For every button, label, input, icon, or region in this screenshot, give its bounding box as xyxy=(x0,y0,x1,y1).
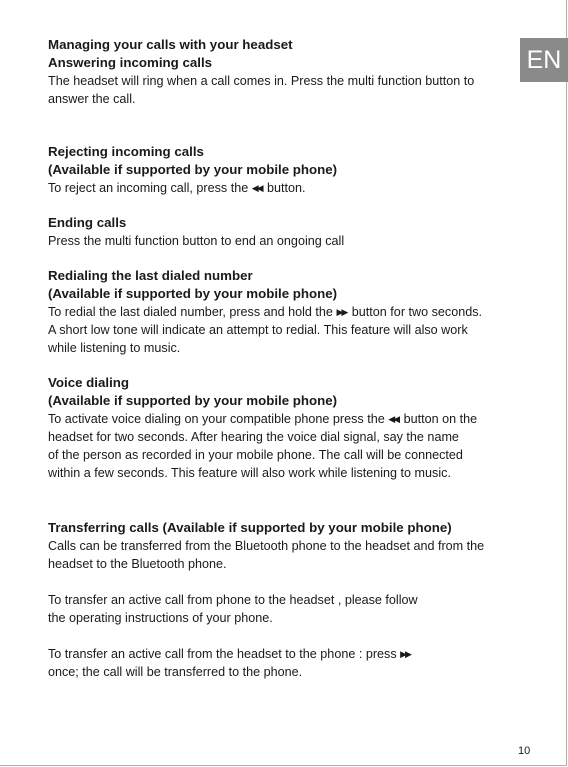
redialing-text-after: button for two seconds. xyxy=(351,305,483,319)
rejecting-subheading: (Available if supported by your mobile phone) xyxy=(48,162,338,177)
answering-heading: Answering incoming calls xyxy=(48,55,213,70)
fast-forward-icon: ▶▶ xyxy=(400,649,410,659)
voice-text-after: button on the xyxy=(403,412,478,426)
transfer-headset-line-1: To transfer an active call from phone to the headset , please follow xyxy=(48,593,418,607)
voice-line-1 xyxy=(48,410,528,428)
fast-forward-icon: ▶▶ xyxy=(336,307,347,317)
rejecting-text-before: To reject an incoming call, press the xyxy=(48,181,249,195)
rejecting-line-1 xyxy=(48,179,528,197)
ending-heading: Ending calls xyxy=(48,215,127,230)
transfer-phone-line-2: once; the call will be transferred to the phone. xyxy=(48,665,303,679)
transfer-phone-line-1 xyxy=(48,645,528,663)
voice-line-4: within a few seconds. This feature will also work while listening to music. xyxy=(48,466,451,480)
ending-line-1: Press the multi function button to end an ongoing call xyxy=(48,234,345,248)
voice-line-3: of the person as recorded in your mobile phone. The call will be connected xyxy=(48,448,463,462)
transferring-line-1: Calls can be transferred from the Bluetooth phone to the headset and from the xyxy=(48,539,485,553)
voice-text-before: To activate voice dialing on your compatible phone press the xyxy=(48,412,385,426)
redialing-line-3: while listening to music. xyxy=(48,341,181,355)
section-transfer-to-headset xyxy=(48,591,528,627)
voice-line-2: headset for two seconds. After hearing the voice dial signal, say the name xyxy=(48,430,459,444)
redialing-line-1 xyxy=(48,303,528,321)
voice-subheading: (Available if supported by your mobile phone) xyxy=(48,393,338,408)
rejecting-heading: Rejecting incoming calls xyxy=(48,144,204,159)
manual-content xyxy=(48,36,528,681)
transferring-line-2: headset to the Bluetooth phone. xyxy=(48,557,227,571)
voice-heading: Voice dialing xyxy=(48,375,130,390)
transferring-heading: Transferring calls (Available if supported by your mobile phone) xyxy=(48,520,452,535)
redialing-text-before: To redial the last dialed number, press and hold the xyxy=(48,305,333,319)
answering-line-2: answer the call. xyxy=(48,92,136,106)
section-transfer-to-phone xyxy=(48,645,528,681)
page-number: 10 xyxy=(518,745,531,757)
redialing-subheading: (Available if supported by your mobile phone) xyxy=(48,286,338,301)
section-voice-dialing xyxy=(48,374,528,482)
redialing-line-2: A short low tone will indicate an attempt to redial. This feature will also work xyxy=(48,323,468,337)
section-rejecting xyxy=(48,143,528,197)
section-transferring xyxy=(48,519,528,573)
page-title: Managing your calls with your headset xyxy=(48,37,293,52)
redialing-heading: Redialing the last dialed number xyxy=(48,268,253,283)
rejecting-text-after: button. xyxy=(267,181,306,195)
rewind-icon: ◀◀ xyxy=(251,183,262,193)
transfer-phone-text-before: To transfer an active call from the headset to the phone : press xyxy=(48,647,397,661)
language-tab: EN xyxy=(520,38,568,82)
section-ending xyxy=(48,214,528,250)
section-answering xyxy=(48,36,528,108)
answering-line-1: The headset will ring when a call comes in. Press the multi function button to xyxy=(48,74,475,88)
transfer-headset-line-2: the operating instructions of your phone. xyxy=(48,611,273,625)
rewind-icon: ◀◀ xyxy=(388,414,399,424)
section-redialing xyxy=(48,267,528,357)
